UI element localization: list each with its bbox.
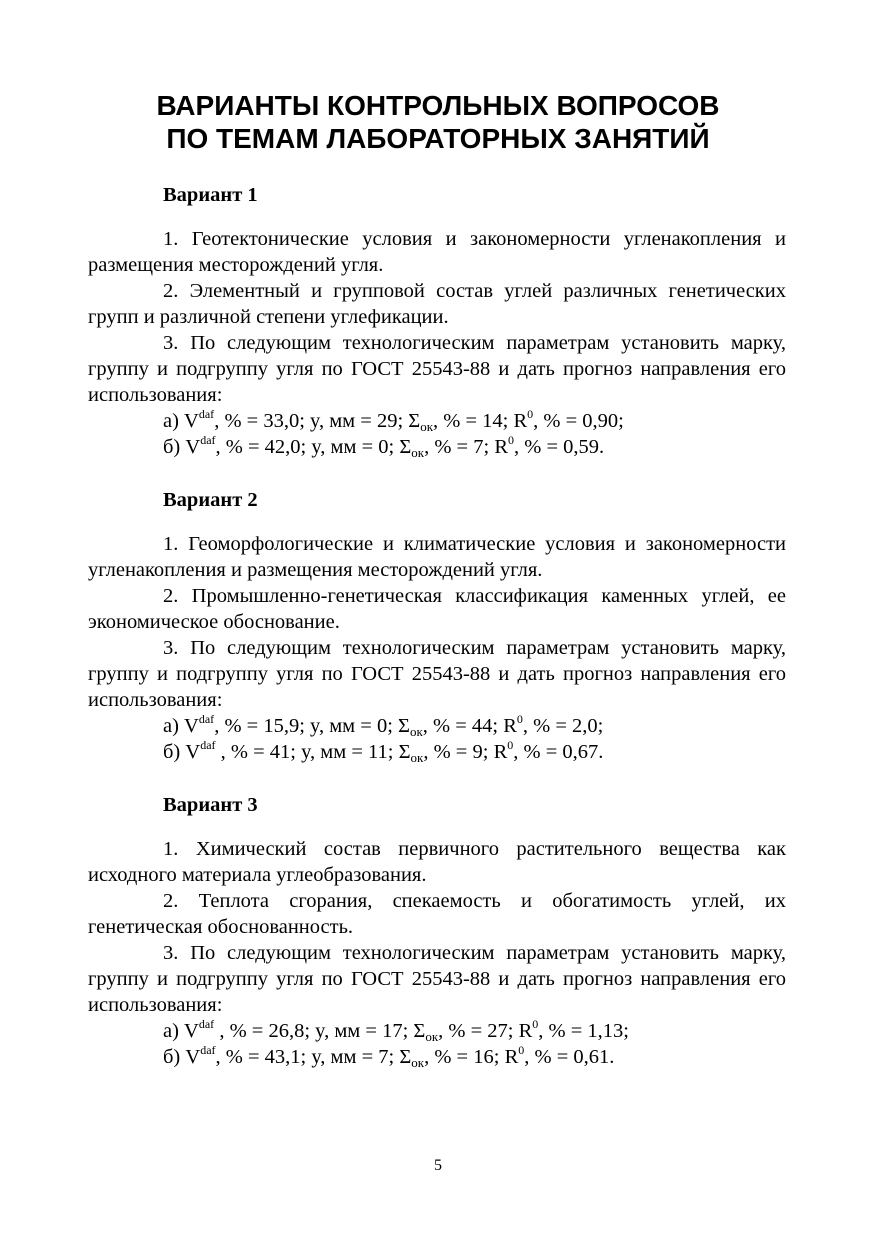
variant-2-parameters-a: а) $V^{daf}$, % = 15,9; y, мм = 0; $\Sigma_{ок}$, % = 44; $R^0$, % = 2,0;	[163, 712, 604, 739]
variant-3-question-3: 3. По следующим технологическим параметрам установить марку, группу и подгруппу угля по ГОСТ 25543-88 и дать прогноз направления его использования:	[88, 942, 786, 1016]
page-title-line-1: ВАРИАНТЫ КОНТРОЛЬНЫХ ВОПРОСОВ	[156, 90, 720, 121]
variant-3-parameters-b: б) $V^{daf}$, % = 43,1; y, мм = 7; $\Sigma_{ок}$, % = 16; $R^0$, % = 0,61.	[163, 1043, 615, 1070]
page-title	[0, 89, 876, 155]
variant-2-question-1: 1. Геоморфологические и климатические условия и закономерности угленакопления и размещения месторождений угля.	[88, 533, 786, 581]
variant-1-question-3: 3. По следующим технологическим параметрам установить марку, группу и подгруппу угля по ГОСТ 25543-88 и дать прогноз направления его использования:	[88, 332, 786, 406]
variant-3-question-1: 1. Химический состав первичного растительного вещества как исходного материала углеобразования.	[88, 838, 786, 886]
variant-3-parameters-a: а) $V^{daf}$ , % = 26,8; y, мм = 17; $\Sigma_{ок}$, % = 27; $R^0$, % = 1,13;	[163, 1017, 630, 1044]
variant-1-question-2: 2. Элементный и групповой состав углей различных генетических групп и различной степени углефикации.	[88, 280, 786, 328]
variant-3-heading: Вариант 3	[163, 794, 258, 816]
variant-3-question-2: 2. Теплота сгорания, спекаемость и обогатимость углей, их генетическая обоснованность.	[88, 890, 786, 938]
variant-1-parameters-b: б) $V^{daf}$, % = 42,0; y, мм = 0; $\Sigma_{ок}$, % = 7; $R^0$, % = 0,59.	[163, 433, 605, 460]
variant-2-question-2: 2. Промышленно-генетическая классификация каменных углей, ее экономическое обоснование.	[88, 585, 786, 633]
variant-1-heading: Вариант 1	[163, 184, 258, 206]
page-title-line-2: ПО ТЕМАМ ЛАБОРАТОРНЫХ ЗАНЯТИЙ	[166, 123, 710, 154]
variant-1-question-1: 1. Геотектонические условия и закономерности угленакопления и размещения месторождений угля.	[88, 228, 786, 276]
variant-2-parameters-b: б) $V^{daf}$ , % = 41; y, мм = 11; $\Sigma_{ок}$, % = 9; $R^0$, % = 0,67.	[163, 738, 604, 765]
variant-2-question-3: 3. По следующим технологическим параметрам установить марку, группу и подгруппу угля по ГОСТ 25543-88 и дать прогноз направления его использования:	[88, 637, 786, 711]
page-number: 5	[434, 1157, 442, 1174]
variant-2-heading: Вариант 2	[163, 489, 258, 511]
variant-1-parameters-a: а) $V^{daf}$, % = 33,0; y, мм = 29; $\Sigma_{ок}$, % = 14; $R^0$, % = 0,90;	[163, 407, 624, 434]
